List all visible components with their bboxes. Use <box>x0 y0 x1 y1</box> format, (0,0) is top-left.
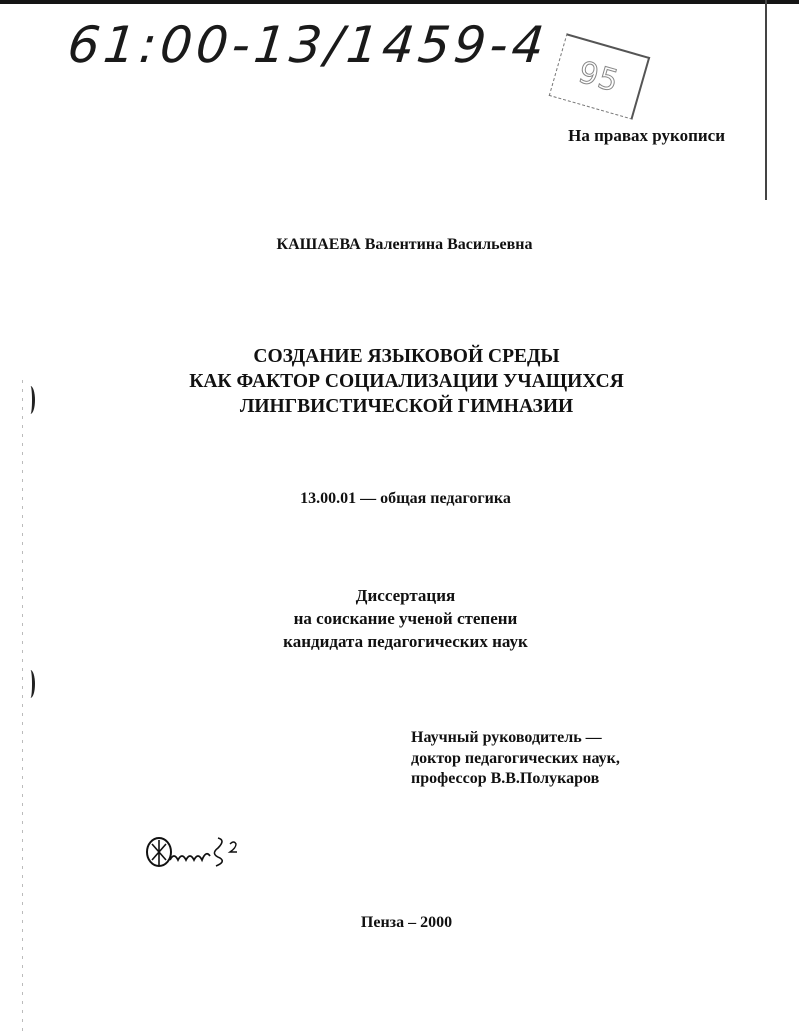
title-line: СОЗДАНИЕ ЯЗЫКОВОЙ СРЕДЫ <box>253 346 560 367</box>
binding-mark-bottom <box>26 670 35 698</box>
supervisor-line: профессор В.В.Полукаров <box>411 770 600 787</box>
scan-top-edge <box>0 0 799 4</box>
title-line: ЛИНГВИСТИЧЕСКОЙ ГИМНАЗИИ <box>239 396 574 417</box>
rights-notice: На правах рукописи <box>568 126 725 145</box>
supervisor-block <box>411 728 620 790</box>
city-year: Пенза – 2000 <box>360 914 453 931</box>
archive-code-handwritten: 61:00-13/1459-4 <box>64 16 551 74</box>
scan-left-edge <box>22 380 23 1034</box>
signature-icon <box>142 830 252 879</box>
dissertation-title <box>0 344 799 419</box>
stamp-number: 95 <box>574 54 624 100</box>
scan-right-edge <box>765 0 767 200</box>
degree-block <box>0 584 799 653</box>
author-name: КАШАЕВА Валентина Васильевна <box>276 236 533 253</box>
specialty-code: 13.00.01 — общая педагогика <box>300 490 511 507</box>
degree-line: на соискание ученой степени <box>293 609 518 628</box>
degree-line: кандидата педагогических наук <box>283 632 528 651</box>
supervisor-line: Научный руководитель — <box>411 729 602 746</box>
library-stamp <box>549 33 651 119</box>
supervisor-line: доктор педагогических наук, <box>411 749 620 767</box>
title-line: КАК ФАКТОР СОЦИАЛИЗАЦИИ УЧАЩИХСЯ <box>189 371 624 392</box>
degree-line: Диссертация <box>355 586 456 605</box>
